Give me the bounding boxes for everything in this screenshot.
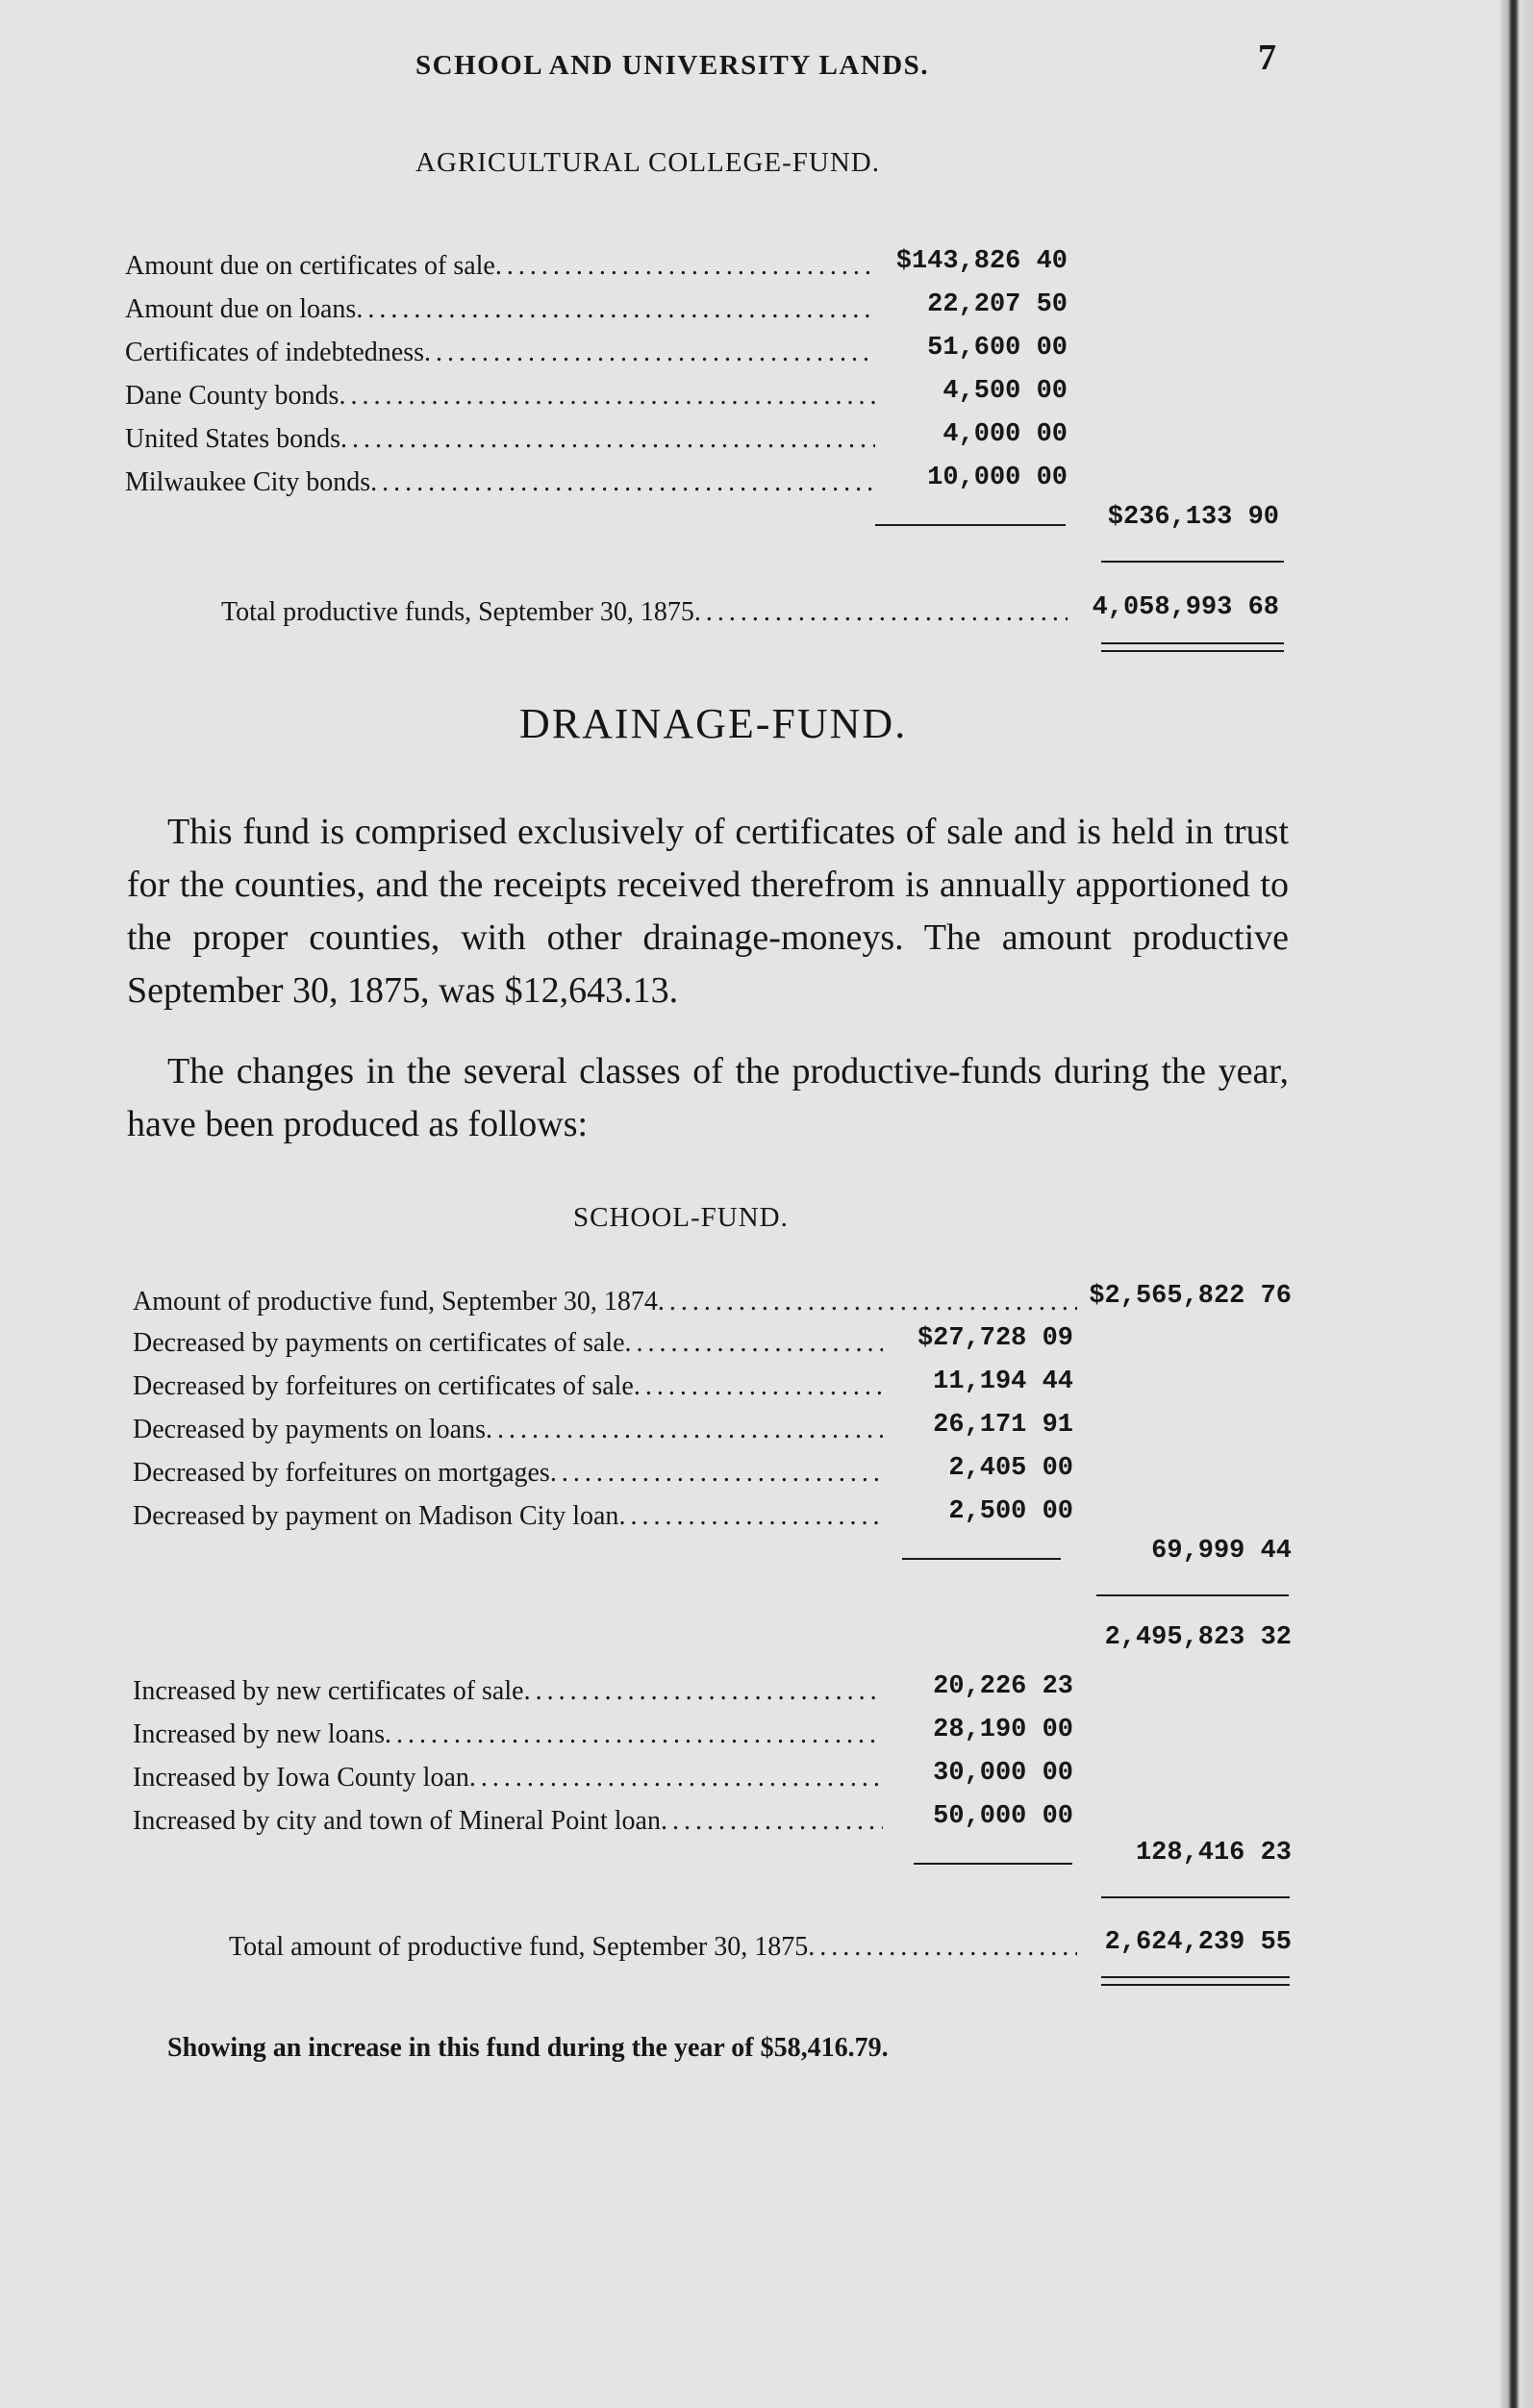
row-label: Decreased by payments on certificates of sale [133,1328,625,1358]
row-label: Total productive funds, September 30, 1875 [221,597,694,627]
table-row [133,1452,883,1494]
balance-after-decrease: 2,495,823 32 [1104,1623,1292,1652]
table-row [133,1366,883,1408]
row-amount: 51,600 00 [927,334,1068,363]
total-row [221,591,1068,634]
row-label: Amount due on certificates of sale [125,251,495,281]
table-row [125,288,875,331]
row-amount: 11,194 44 [933,1367,1073,1396]
row-label: Dane County bonds [125,381,339,411]
table-row [133,1409,883,1451]
row-label: Certificates of indebtedness [125,338,425,367]
row-label: Increased by new loans [133,1719,386,1749]
running-title: SCHOOL AND UNIVERSITY LANDS. [415,50,930,81]
row-amount: 2,500 00 [948,1497,1073,1526]
table-row [125,418,875,461]
column-rule [1096,1594,1289,1596]
opening-row [133,1281,1077,1323]
column-rule [1101,561,1284,563]
agricultural-subtotal: $236,133 90 [1107,503,1279,532]
column-rule [902,1558,1061,1560]
row-label: Increased by Iowa County loan [133,1763,469,1793]
row-amount: 10,000 00 [927,464,1068,492]
table-row [125,462,875,504]
row-label: Increased by city and town of Mineral Point loan [133,1806,661,1836]
row-amount: $27,728 09 [917,1324,1073,1353]
row-amount: $143,826 40 [895,247,1068,276]
row-amount: 4,000 00 [942,420,1068,449]
school-total: 2,624,239 55 [1104,1928,1292,1957]
total-row [229,1926,1077,1969]
row-label: Decreased by forfeitures on mortgages [133,1458,550,1488]
increase-total: 128,416 23 [1135,1839,1292,1868]
double-rule [1101,1976,1290,1986]
row-amount: 50,000 00 [933,1802,1073,1831]
row-amount: 26,171 91 [933,1411,1073,1440]
row-label: Milwaukee City bonds [125,467,371,497]
table-row [133,1322,883,1365]
column-rule [914,1863,1072,1865]
row-amount: 20,226 23 [933,1672,1073,1701]
table-row [133,1495,883,1538]
row-amount: 28,190 00 [933,1716,1073,1744]
row-label: Total amount of productive fund, September 30, 1875 [229,1932,809,1962]
column-rule [875,524,1066,526]
row-label: Increased by new certificates of sale [133,1676,524,1706]
opening-amount: $2,565,822 76 [1089,1282,1292,1311]
table-row [133,1670,883,1713]
page-number: 7 [1258,38,1276,78]
column-rule [1101,1896,1290,1898]
row-label: Amount due on loans [125,294,357,324]
table-row [125,375,875,417]
paragraph-text: This fund is comprised exclusively of certificates of sale and is held in trust for the counties, and the receipts received therefrom is annually apportioned to the proper counties, with other drainage-moneys. The amount productive September 30, 1875, was $12,643.13. [127,812,1289,1011]
row-amount: 4,500 00 [942,377,1068,406]
drainage-paragraph [127,806,1289,1017]
decrease-total: 69,999 44 [1151,1537,1292,1566]
agricultural-total: 4,058,993 68 [1092,593,1279,622]
row-label: Decreased by payments on loans [133,1415,486,1444]
row-label: Decreased by forfeitures on certificates of sale [133,1371,634,1401]
paragraph-text: The changes in the several classes of the productive-funds during the year, have been produced as follows: [127,1051,1289,1144]
row-label: Decreased by payment on Madison City loan [133,1501,619,1531]
row-label: Amount of productive fund, September 30, 1874 [133,1287,658,1317]
agricultural-fund-heading: AGRICULTURAL COLLEGE-FUND. [415,147,881,178]
row-amount: 2,405 00 [948,1454,1073,1483]
table-row [125,245,875,288]
row-amount: 22,207 50 [927,290,1068,319]
school-fund-heading: SCHOOL-FUND. [573,1202,789,1233]
double-rule [1101,642,1284,652]
drainage-fund-heading: DRAINAGE-FUND. [519,700,908,747]
table-row [133,1800,883,1843]
row-label: United States bonds [125,424,340,454]
summary-note: Showing an increase in this fund during the year of $58,416.79. [167,2033,889,2063]
row-amount: 30,000 00 [933,1759,1073,1788]
page-edge [1500,0,1533,2408]
table-row [125,332,875,374]
table-row [133,1757,883,1799]
table-row [133,1714,883,1756]
changes-paragraph [127,1045,1289,1151]
